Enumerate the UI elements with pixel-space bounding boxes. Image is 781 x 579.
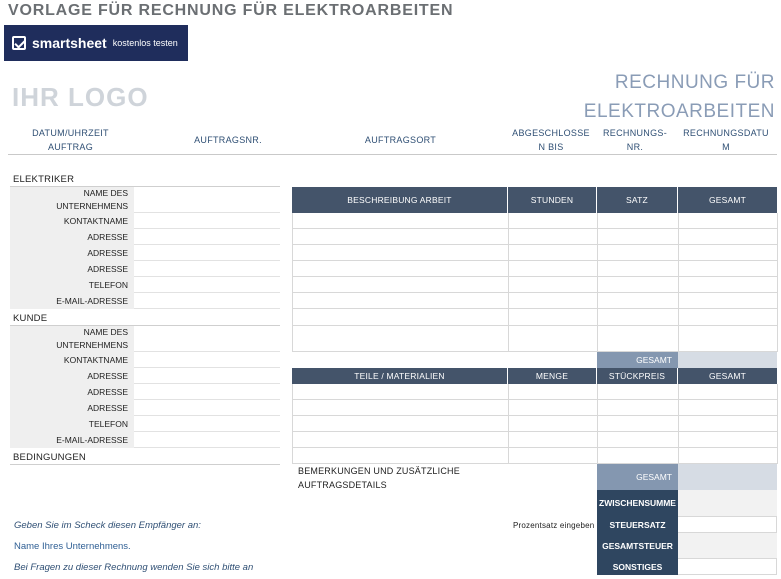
col-work-description: BESCHREIBUNG ARBEIT (292, 187, 508, 213)
header-field-invoice-date: RECHNUNGSDATU M (683, 128, 769, 152)
customer-email-label: E-MAIL-ADRESSE (10, 432, 134, 448)
try-free-link[interactable]: kostenlos testen (112, 38, 178, 48)
tax-rate-field[interactable] (678, 517, 777, 533)
table-cell[interactable] (598, 432, 679, 448)
electrician-address-label: ADRESSE (10, 229, 134, 245)
subtotal-value (678, 490, 777, 517)
table-cell[interactable] (293, 277, 509, 293)
customer-company-label: NAME DES UNTERNEHMENS (10, 326, 134, 352)
table-cell[interactable] (509, 448, 598, 464)
table-cell[interactable] (293, 400, 509, 416)
electrician-phone-label: TELEFON (10, 277, 134, 293)
table-cell[interactable] (598, 400, 679, 416)
parts-table-header (292, 368, 777, 384)
checkmark-icon (12, 36, 26, 50)
work-total-value (678, 352, 777, 368)
table-cell[interactable] (293, 229, 509, 245)
electrician-address-field[interactable] (134, 245, 280, 261)
customer-phone-field[interactable] (134, 416, 280, 432)
table-cell[interactable] (509, 245, 598, 261)
table-cell[interactable] (679, 229, 778, 245)
electrician-email-label: E-MAIL-ADRESSE (10, 293, 134, 309)
customer-phone-label: TELEFON (10, 416, 134, 432)
table-cell[interactable] (598, 309, 679, 326)
table-cell[interactable] (509, 384, 598, 400)
table-cell[interactable] (598, 213, 679, 229)
contact-instruction: Bei Fragen zu dieser Rechnung wenden Sie sich bitte an (14, 562, 254, 573)
other-label: SONSTIGES (597, 559, 678, 575)
table-cell[interactable] (509, 229, 598, 245)
tax-rate-label: STEUERSATZ (597, 517, 678, 533)
table-cell[interactable] (293, 261, 509, 277)
customer-address-field[interactable] (134, 400, 280, 416)
table-cell[interactable] (679, 277, 778, 293)
table-cell[interactable] (293, 213, 509, 229)
table-cell[interactable] (293, 384, 509, 400)
customer-contact-label: KONTAKTNAME (10, 352, 134, 368)
header-fields-row (8, 125, 777, 155)
divider (10, 464, 280, 465)
company-name-placeholder: Name Ihres Unternehmens. (14, 541, 131, 552)
customer-address-field[interactable] (134, 368, 280, 384)
electrician-company-field[interactable] (134, 187, 280, 213)
table-cell[interactable] (679, 400, 778, 416)
table-cell[interactable] (598, 293, 679, 309)
table-cell[interactable] (509, 416, 598, 432)
table-cell[interactable] (293, 293, 509, 309)
table-cell[interactable] (509, 213, 598, 229)
subtotal-label: ZWISCHENSUMME (597, 490, 678, 517)
total-tax-label: GESAMTSTEUER (597, 533, 678, 559)
header-field-completed-by: ABGESCHLOSSE N BIS (512, 128, 590, 152)
parts-total-value (678, 464, 777, 490)
header-field-invoice-number: RECHNUNGS- NR. (603, 128, 668, 152)
electrician-contact-label: KONTAKTNAME (10, 213, 134, 229)
table-cell[interactable] (598, 245, 679, 261)
table-cell[interactable] (679, 432, 778, 448)
table-cell[interactable] (509, 309, 598, 326)
customer-company-field[interactable] (134, 326, 280, 352)
work-total-label: GESAMT (597, 352, 678, 368)
table-cell[interactable] (598, 384, 679, 400)
table-cell[interactable] (598, 326, 679, 352)
document-title (515, 68, 775, 126)
header-field-order-datetime: DATUM/UHRZEIT AUFTRAG (32, 128, 109, 152)
table-cell[interactable] (293, 416, 509, 432)
table-cell[interactable] (598, 448, 679, 464)
table-cell[interactable] (679, 384, 778, 400)
electrician-email-field[interactable] (134, 293, 280, 309)
other-field[interactable] (678, 559, 777, 575)
parts-table-body (292, 384, 777, 464)
col-unit-price: STÜCKPREIS (597, 368, 678, 384)
total-tax-value (678, 533, 777, 559)
electrician-address-label: ADRESSE (10, 261, 134, 277)
table-cell[interactable] (598, 277, 679, 293)
customer-address-field[interactable] (134, 384, 280, 400)
table-cell[interactable] (293, 309, 509, 326)
parts-total-label: GESAMT (597, 464, 678, 490)
document-title-line1: RECHNUNG FÜR (614, 72, 775, 93)
table-cell[interactable] (679, 309, 778, 326)
table-cell[interactable] (509, 326, 598, 352)
customer-address-label: ADRESSE (10, 400, 134, 416)
table-cell[interactable] (679, 245, 778, 261)
table-cell[interactable] (679, 261, 778, 277)
brand-name: smartsheet (32, 35, 107, 51)
electrician-company-label: NAME DES UNTERNEHMENS (10, 187, 134, 213)
document-title-line2: ELEKTROARBEITEN (583, 101, 775, 122)
col-hours: STUNDEN (508, 187, 597, 213)
table-cell[interactable] (293, 245, 509, 261)
table-cell[interactable] (509, 277, 598, 293)
table-cell[interactable] (509, 432, 598, 448)
customer-address-label: ADRESSE (10, 368, 134, 384)
customer-address-label: ADRESSE (10, 384, 134, 400)
header-field-order-location: AUFTRAGSORT (364, 135, 437, 145)
electrician-address-field[interactable] (134, 261, 280, 277)
table-cell[interactable] (679, 416, 778, 432)
section-electrician: ELEKTRIKER (13, 174, 75, 185)
table-cell[interactable] (509, 261, 598, 277)
smartsheet-banner[interactable] (4, 25, 188, 61)
electrician-address-label: ADRESSE (10, 245, 134, 261)
col-quantity: MENGE (508, 368, 597, 384)
logo-placeholder: IHR LOGO (12, 82, 149, 112)
section-customer: KUNDE (13, 313, 48, 324)
header-field-order-number: AUFTRAGSNR. (194, 135, 262, 145)
customer-contact-field[interactable] (134, 352, 280, 368)
section-terms: BEDINGUNGEN (13, 452, 86, 463)
table-cell[interactable] (293, 432, 509, 448)
table-cell[interactable] (679, 213, 778, 229)
work-table-body (292, 213, 777, 352)
electrician-phone-field[interactable] (134, 277, 280, 293)
table-cell[interactable] (509, 293, 598, 309)
work-table-header (292, 187, 777, 213)
percent-hint: Prozentsatz eingeben (513, 521, 595, 530)
col-rate: SATZ (597, 187, 678, 213)
electrician-address-field[interactable] (134, 229, 280, 245)
table-cell[interactable] (509, 400, 598, 416)
table-cell[interactable] (598, 229, 679, 245)
table-cell[interactable] (293, 326, 509, 352)
col-parts-total: GESAMT (678, 368, 777, 384)
table-cell[interactable] (598, 416, 679, 432)
col-parts-materials: TEILE / MATERIALIEN (292, 368, 508, 384)
table-cell[interactable] (293, 448, 509, 464)
page-title: VORLAGE FÜR RECHNUNG FÜR ELEKTROARBEITEN (8, 2, 454, 19)
customer-email-field[interactable] (134, 432, 280, 448)
table-cell[interactable] (598, 261, 679, 277)
electrician-contact-field[interactable] (134, 213, 280, 229)
remarks-label: BEMERKUNGEN UND ZUSÄTZLICHE AUFTRAGSDETAILS (298, 466, 460, 490)
table-cell[interactable] (679, 293, 778, 309)
table-cell[interactable] (679, 448, 778, 464)
table-cell[interactable] (679, 326, 778, 352)
col-total: GESAMT (678, 187, 777, 213)
payee-instruction: Geben Sie im Scheck diesen Empfänger an: (14, 520, 201, 531)
